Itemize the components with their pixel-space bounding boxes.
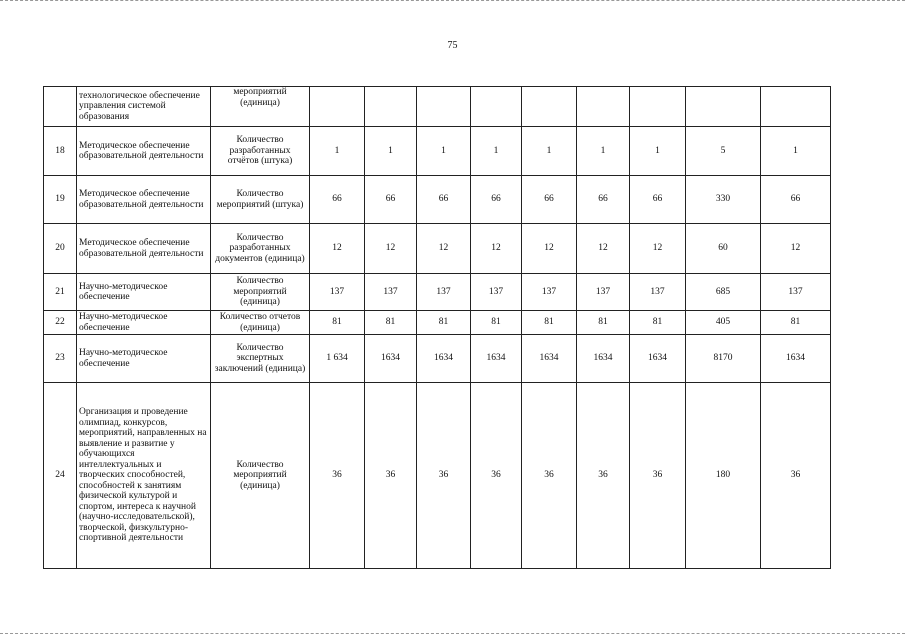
row-name: Методическое обеспечение образовательной деятельности (77, 176, 211, 224)
row-name: Научно-методическое обеспечение (77, 335, 211, 383)
cell-value: 12 (417, 224, 471, 274)
cell-value: 137 (417, 274, 471, 311)
cell-value: 137 (471, 274, 522, 311)
cell-value: 8170 (686, 335, 761, 383)
row-number: 21 (44, 274, 77, 311)
cell-value: 36 (365, 383, 417, 569)
cell-value (417, 87, 471, 127)
row-unit: мероприятий (единица) (211, 87, 310, 127)
row-unit: Количество разработанных отчётов (штука) (211, 127, 310, 176)
cell-value: 1 (310, 127, 365, 176)
row-number: 23 (44, 335, 77, 383)
cell-value: 1 634 (310, 335, 365, 383)
cell-value: 66 (471, 176, 522, 224)
cell-value: 1 (471, 127, 522, 176)
row-unit: Количество отчетов (единица) (211, 311, 310, 335)
cell-value: 1 (577, 127, 630, 176)
cell-value: 12 (365, 224, 417, 274)
cell-value: 36 (310, 383, 365, 569)
cell-value: 66 (365, 176, 417, 224)
cell-value: 12 (577, 224, 630, 274)
cell-value: 5 (686, 127, 761, 176)
row-number: 18 (44, 127, 77, 176)
cell-value: 36 (761, 383, 831, 569)
row-number: 22 (44, 311, 77, 335)
table-row (44, 87, 831, 127)
cell-value (686, 87, 761, 127)
cell-value (630, 87, 686, 127)
cell-value: 685 (686, 274, 761, 311)
cell-value: 66 (577, 176, 630, 224)
cell-value: 12 (522, 224, 577, 274)
cell-value: 12 (761, 224, 831, 274)
cell-value (577, 87, 630, 127)
cell-value (310, 87, 365, 127)
cell-value: 330 (686, 176, 761, 224)
cell-value: 66 (630, 176, 686, 224)
row-unit: Количество мероприятий (штука) (211, 176, 310, 224)
table-row (44, 274, 831, 311)
cell-value: 36 (471, 383, 522, 569)
cell-value: 1 (630, 127, 686, 176)
cell-value: 1634 (417, 335, 471, 383)
row-name: технологическое обеспечение управления системой образования (77, 87, 211, 127)
cell-value: 1 (522, 127, 577, 176)
row-number (44, 87, 77, 127)
page-number: 75 (447, 40, 458, 51)
cell-value: 81 (577, 311, 630, 335)
cell-value: 81 (630, 311, 686, 335)
cell-value: 1 (365, 127, 417, 176)
table-row (44, 127, 831, 176)
cell-value: 36 (417, 383, 471, 569)
data-table (43, 86, 831, 569)
row-number: 20 (44, 224, 77, 274)
table-row (44, 383, 831, 569)
cell-value: 1 (761, 127, 831, 176)
cell-value: 137 (761, 274, 831, 311)
cell-value: 12 (310, 224, 365, 274)
cell-value: 1634 (522, 335, 577, 383)
cell-value (761, 87, 831, 127)
cell-value: 1634 (630, 335, 686, 383)
cell-value: 12 (630, 224, 686, 274)
cell-value: 1634 (577, 335, 630, 383)
row-unit: Количество разработанных документов (единица) (211, 224, 310, 274)
cell-value: 81 (471, 311, 522, 335)
table-row (44, 224, 831, 274)
cell-value: 81 (365, 311, 417, 335)
cell-value: 81 (417, 311, 471, 335)
cell-value: 66 (761, 176, 831, 224)
row-name: Научно-методическое обеспечение (77, 274, 211, 311)
cell-value: 12 (471, 224, 522, 274)
cell-value: 137 (577, 274, 630, 311)
cell-value: 405 (686, 311, 761, 335)
cell-value (471, 87, 522, 127)
cell-value (522, 87, 577, 127)
cell-value: 1 (417, 127, 471, 176)
cell-value: 137 (630, 274, 686, 311)
cell-value: 180 (686, 383, 761, 569)
cell-value (365, 87, 417, 127)
row-name: Методическое обеспечение образовательной деятельности (77, 127, 211, 176)
cell-value: 1634 (365, 335, 417, 383)
cell-value: 66 (310, 176, 365, 224)
cell-value: 60 (686, 224, 761, 274)
scan-edge-top (0, 0, 905, 1)
scan-edge-bottom (0, 633, 905, 634)
table-row (44, 176, 831, 224)
cell-value: 66 (522, 176, 577, 224)
row-name: Организация и проведение олимпиад, конкурсов, мероприятий, направленных на выявление и развитие у обучающихся интеллектуальных и творческих способностей, способностей к занятиям физической культурой и спортом, интереса к научной (научно-исследовательской), творческой, физкультурно-спортивной деятельности (77, 383, 211, 569)
table-row (44, 311, 831, 335)
cell-value: 1634 (471, 335, 522, 383)
cell-value: 36 (522, 383, 577, 569)
cell-value: 81 (761, 311, 831, 335)
table-row (44, 335, 831, 383)
cell-value: 137 (522, 274, 577, 311)
row-unit: Количество мероприятий (единица) (211, 274, 310, 311)
cell-value: 81 (310, 311, 365, 335)
cell-value: 137 (365, 274, 417, 311)
row-unit: Количество мероприятий (единица) (211, 383, 310, 569)
row-number: 24 (44, 383, 77, 569)
cell-value: 137 (310, 274, 365, 311)
cell-value: 81 (522, 311, 577, 335)
cell-value: 66 (417, 176, 471, 224)
cell-value: 36 (577, 383, 630, 569)
cell-value: 1634 (761, 335, 831, 383)
row-name: Научно-методическое обеспечение (77, 311, 211, 335)
row-unit: Количество экспертных заключений (единица) (211, 335, 310, 383)
row-name: Методическое обеспечение образовательной деятельности (77, 224, 211, 274)
row-number: 19 (44, 176, 77, 224)
cell-value: 36 (630, 383, 686, 569)
